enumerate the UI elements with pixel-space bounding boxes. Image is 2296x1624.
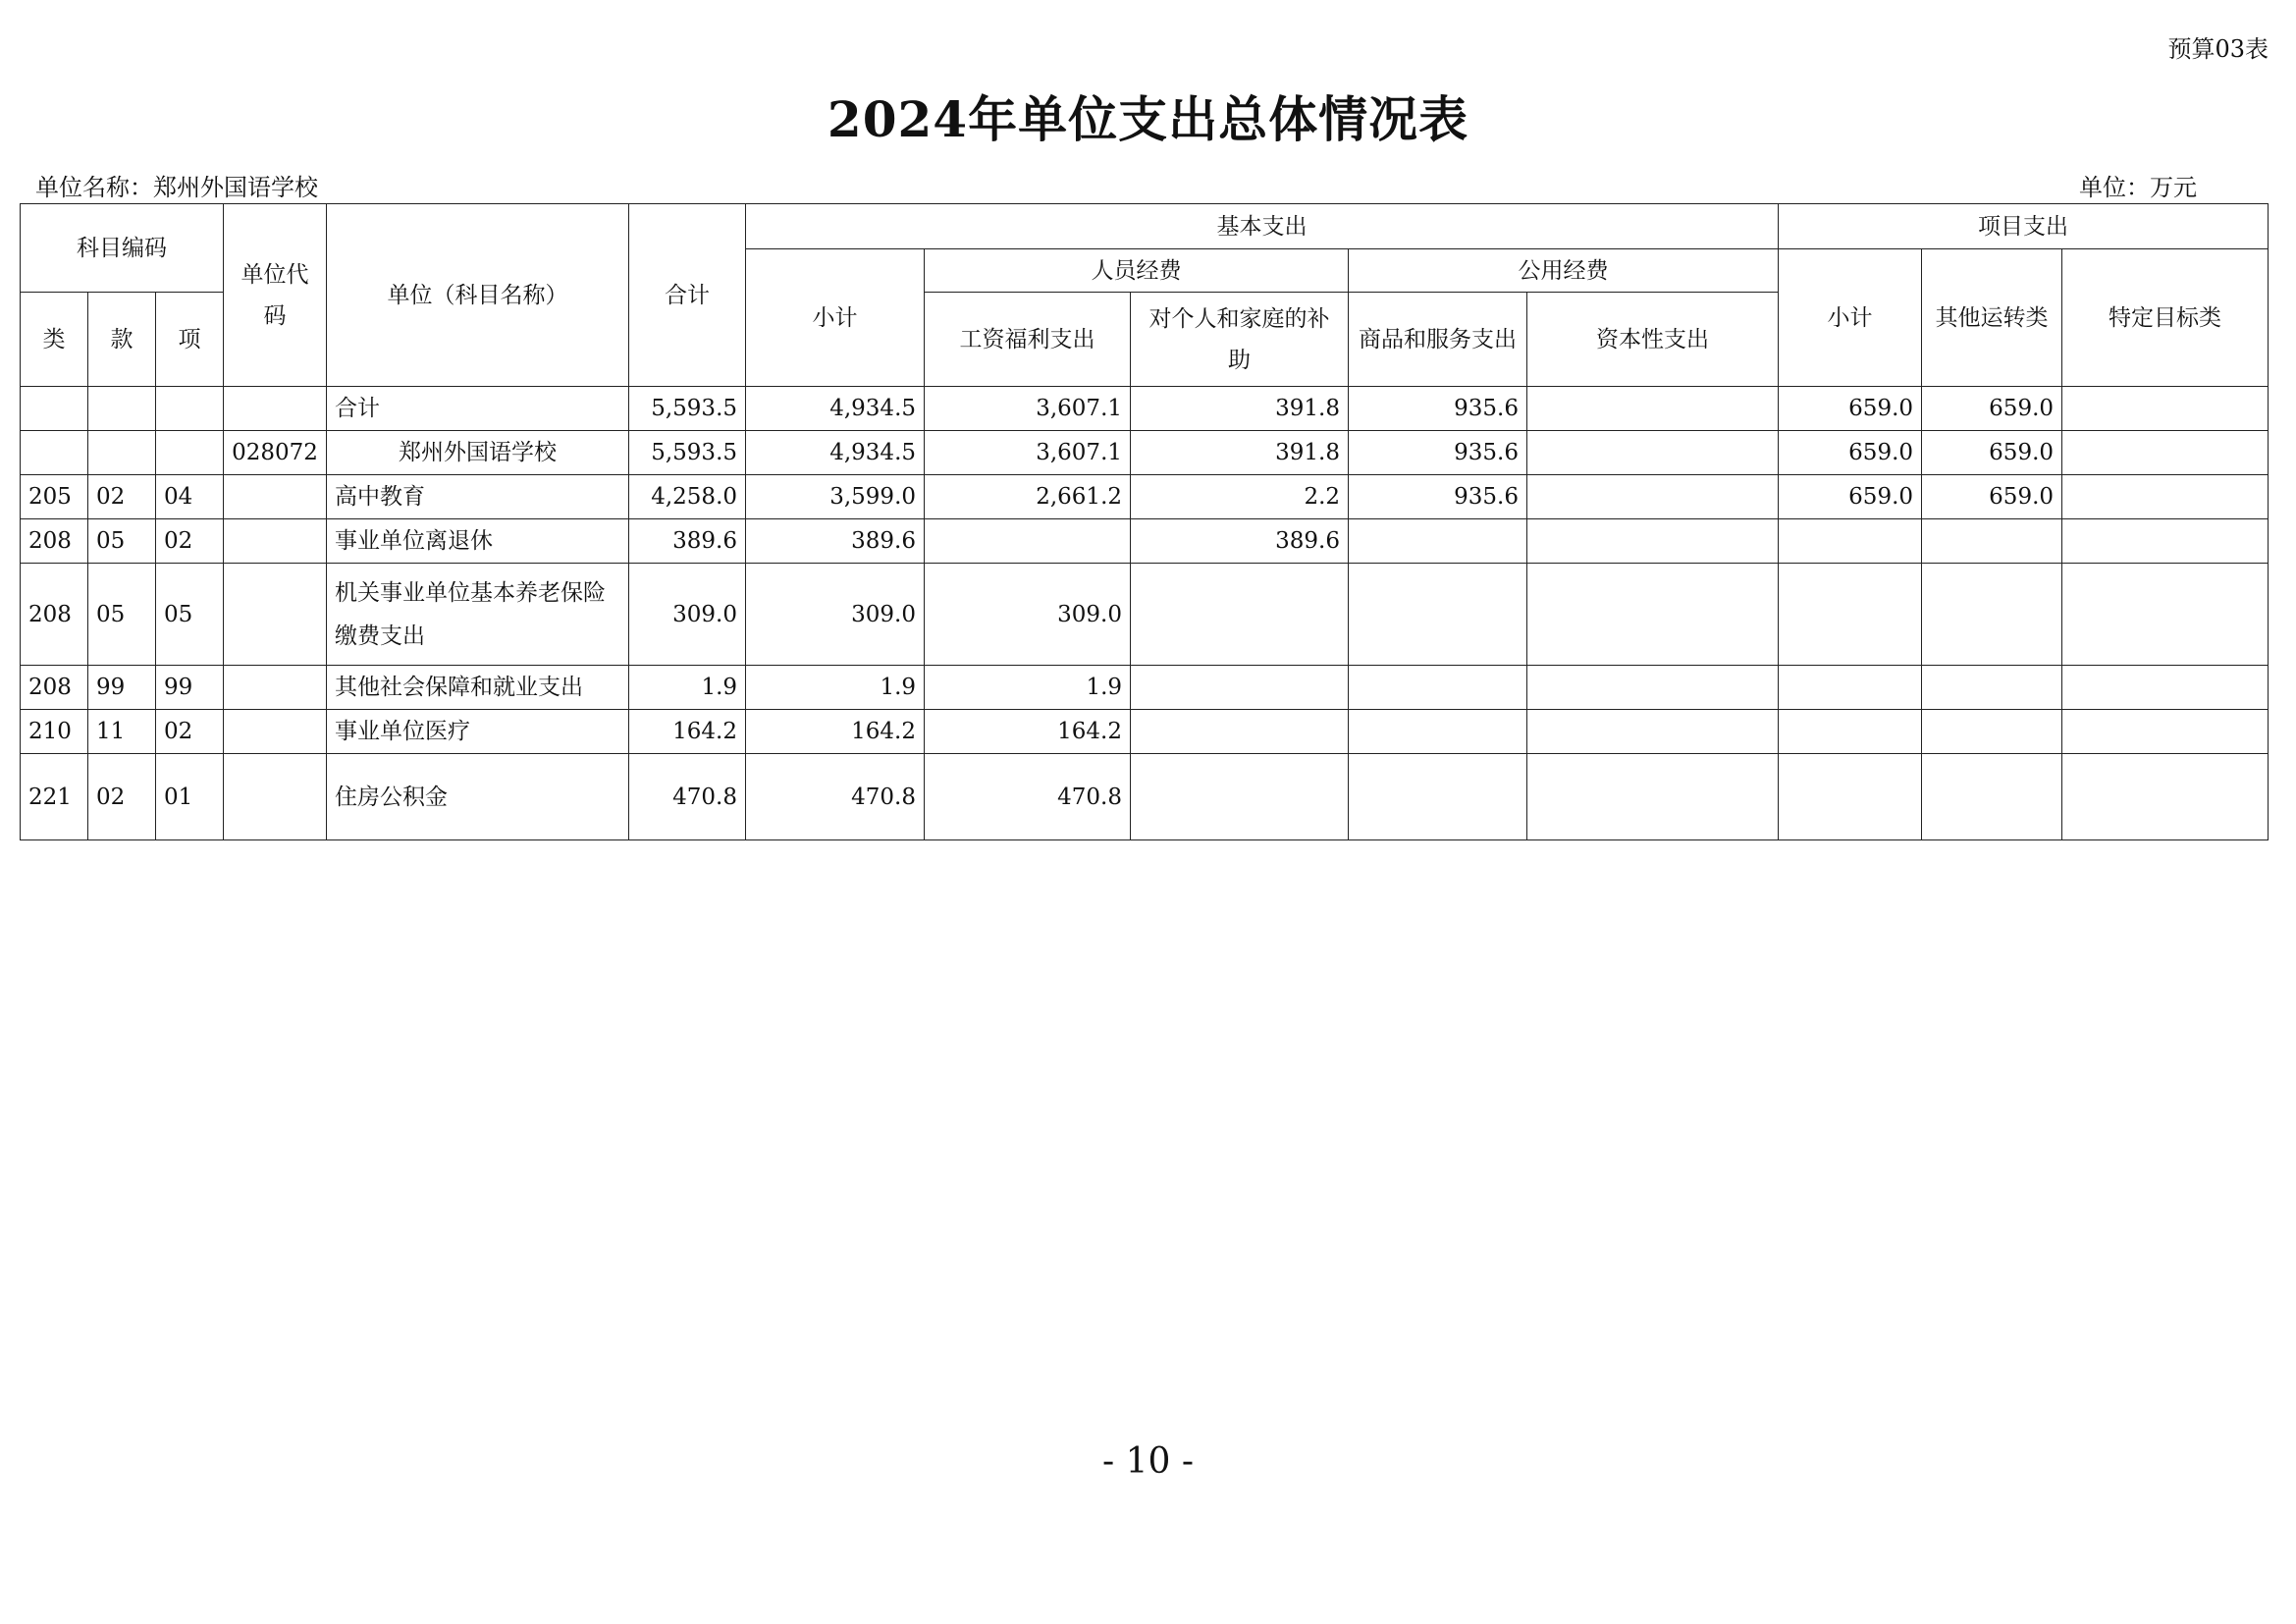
- cell-unit-code: [224, 754, 327, 840]
- cell-subsidies: 389.6: [1131, 519, 1349, 564]
- header-wages: 工资福利支出: [925, 293, 1131, 387]
- cell-specific-target: [2062, 475, 2269, 519]
- cell-project-subtotal: [1779, 666, 1922, 710]
- cell-kuan: 05: [88, 564, 156, 666]
- cell-unit-code: [224, 519, 327, 564]
- cell-other-operating: [1922, 666, 2062, 710]
- cell-xiang: 05: [156, 564, 224, 666]
- cell-project-subtotal: [1779, 564, 1922, 666]
- header-lei: 类: [21, 293, 88, 387]
- cell-basic-subtotal: 470.8: [746, 754, 925, 840]
- cell-kuan: 02: [88, 754, 156, 840]
- cell-total: 5,593.5: [629, 431, 746, 475]
- header-project-subtotal: 小计: [1779, 249, 1922, 387]
- cell-name: 郑州外国语学校: [327, 431, 629, 475]
- cell-wages: 3,607.1: [925, 387, 1131, 431]
- header-xiang: 项: [156, 293, 224, 387]
- cell-specific-target: [2062, 387, 2269, 431]
- cell-kuan: [88, 387, 156, 431]
- cell-subsidies: [1131, 710, 1349, 754]
- cell-project-subtotal: [1779, 710, 1922, 754]
- cell-xiang: 99: [156, 666, 224, 710]
- cell-basic-subtotal: 309.0: [746, 564, 925, 666]
- cell-other-operating: 659.0: [1922, 431, 2062, 475]
- cell-subsidies: 391.8: [1131, 387, 1349, 431]
- header-unit-subject-name: 单位（科目名称）: [327, 204, 629, 387]
- cell-xiang: 04: [156, 475, 224, 519]
- table-row: [21, 475, 2269, 519]
- cell-goods-services: 935.6: [1349, 475, 1527, 519]
- cell-unit-code: [224, 564, 327, 666]
- cell-goods-services: 935.6: [1349, 387, 1527, 431]
- cell-total: 470.8: [629, 754, 746, 840]
- page-number: - 10 -: [1101, 1441, 1195, 1482]
- header-specific-target: 特定目标类: [2062, 249, 2269, 387]
- cell-goods-services: [1349, 666, 1527, 710]
- cell-goods-services: 935.6: [1349, 431, 1527, 475]
- cell-basic-subtotal: 4,934.5: [746, 387, 925, 431]
- cell-specific-target: [2062, 710, 2269, 754]
- cell-wages: 3,607.1: [925, 431, 1131, 475]
- header-project-expenditure: 项目支出: [1779, 204, 2269, 249]
- cell-xiang: [156, 387, 224, 431]
- cell-other-operating: [1922, 564, 2062, 666]
- cell-lei: 221: [21, 754, 88, 840]
- cell-subsidies: [1131, 754, 1349, 840]
- cell-basic-subtotal: 389.6: [746, 519, 925, 564]
- cell-unit-code: [224, 710, 327, 754]
- table-row-unit: [21, 431, 2269, 475]
- table-row: [21, 754, 2269, 840]
- page-title: 2024年单位支出总体情况表: [827, 90, 1469, 148]
- cell-xiang: 01: [156, 754, 224, 840]
- header-basic-subtotal: 小计: [746, 249, 925, 387]
- cell-unit-code: [224, 666, 327, 710]
- cell-subsidies: [1131, 666, 1349, 710]
- cell-other-operating: [1922, 754, 2062, 840]
- cell-total: 389.6: [629, 519, 746, 564]
- cell-total: 1.9: [629, 666, 746, 710]
- table-row: [21, 710, 2269, 754]
- cell-lei: 208: [21, 666, 88, 710]
- cell-project-subtotal: [1779, 519, 1922, 564]
- cell-subsidies: 2.2: [1131, 475, 1349, 519]
- cell-specific-target: [2062, 519, 2269, 564]
- cell-kuan: 11: [88, 710, 156, 754]
- cell-name: 事业单位医疗: [327, 710, 629, 754]
- cell-wages: 164.2: [925, 710, 1131, 754]
- cell-kuan: 02: [88, 475, 156, 519]
- cell-name: 机关事业单位基本养老保险缴费支出: [327, 564, 629, 666]
- cell-other-operating: 659.0: [1922, 475, 2062, 519]
- cell-unit-code: [224, 387, 327, 431]
- cell-name: 合计: [327, 387, 629, 431]
- cell-wages: 470.8: [925, 754, 1131, 840]
- cell-basic-subtotal: 3,599.0: [746, 475, 925, 519]
- cell-lei: 208: [21, 564, 88, 666]
- cell-specific-target: [2062, 431, 2269, 475]
- cell-capital: [1527, 666, 1779, 710]
- cell-lei: [21, 387, 88, 431]
- cell-project-subtotal: 659.0: [1779, 475, 1922, 519]
- cell-project-subtotal: 659.0: [1779, 387, 1922, 431]
- cell-lei: [21, 431, 88, 475]
- cell-capital: [1527, 710, 1779, 754]
- cell-unit-code: [224, 475, 327, 519]
- cell-name: 住房公积金: [327, 754, 629, 840]
- cell-name: 其他社会保障和就业支出: [327, 666, 629, 710]
- cell-total: 164.2: [629, 710, 746, 754]
- cell-goods-services: [1349, 564, 1527, 666]
- cell-goods-services: [1349, 754, 1527, 840]
- header-capital: 资本性支出: [1527, 293, 1779, 387]
- header-goods-services: 商品和服务支出: [1349, 293, 1527, 387]
- cell-wages: 2,661.2: [925, 475, 1131, 519]
- header-personnel-funds: 人员经费: [925, 249, 1349, 293]
- cell-wages: 309.0: [925, 564, 1131, 666]
- header-public-funds: 公用经费: [1349, 249, 1779, 293]
- header-subject-code: 科目编码: [21, 204, 224, 293]
- cell-specific-target: [2062, 666, 2269, 710]
- cell-lei: 205: [21, 475, 88, 519]
- cell-capital: [1527, 564, 1779, 666]
- cell-specific-target: [2062, 754, 2269, 840]
- cell-subsidies: 391.8: [1131, 431, 1349, 475]
- cell-total: 5,593.5: [629, 387, 746, 431]
- cell-capital: [1527, 431, 1779, 475]
- cell-goods-services: [1349, 519, 1527, 564]
- cell-specific-target: [2062, 564, 2269, 666]
- cell-xiang: 02: [156, 519, 224, 564]
- cell-goods-services: [1349, 710, 1527, 754]
- cell-project-subtotal: 659.0: [1779, 431, 1922, 475]
- cell-other-operating: [1922, 710, 2062, 754]
- cell-kuan: 05: [88, 519, 156, 564]
- table-row-total: [21, 387, 2269, 431]
- cell-xiang: 02: [156, 710, 224, 754]
- form-number: 预算03表: [2167, 35, 2269, 63]
- cell-wages: 1.9: [925, 666, 1131, 710]
- expenditure-table: [20, 203, 2269, 840]
- cell-lei: 208: [21, 519, 88, 564]
- cell-basic-subtotal: 164.2: [746, 710, 925, 754]
- header-subsidies: 对个人和家庭的补助: [1131, 293, 1349, 387]
- table-row: [21, 666, 2269, 710]
- cell-xiang: [156, 431, 224, 475]
- cell-kuan: [88, 431, 156, 475]
- table-row: [21, 564, 2269, 666]
- header-kuan: 款: [88, 293, 156, 387]
- header-unit-code: 单位代码: [224, 204, 327, 387]
- cell-other-operating: [1922, 519, 2062, 564]
- cell-capital: [1527, 754, 1779, 840]
- cell-name: 事业单位离退休: [327, 519, 629, 564]
- cell-wages: [925, 519, 1131, 564]
- header-other-operating: 其他运转类: [1922, 249, 2062, 387]
- cell-lei: 210: [21, 710, 88, 754]
- cell-capital: [1527, 387, 1779, 431]
- cell-kuan: 99: [88, 666, 156, 710]
- cell-subsidies: [1131, 564, 1349, 666]
- currency-unit-label: 单位：万元: [2079, 174, 2197, 201]
- unit-name-label: 单位名称：郑州外国语学校: [35, 174, 318, 201]
- cell-basic-subtotal: 1.9: [746, 666, 925, 710]
- table-row: [21, 519, 2269, 564]
- cell-capital: [1527, 475, 1779, 519]
- cell-capital: [1527, 519, 1779, 564]
- cell-total: 309.0: [629, 564, 746, 666]
- cell-unit-code: 028072: [224, 431, 327, 475]
- header-basic-expenditure: 基本支出: [746, 204, 1779, 249]
- cell-basic-subtotal: 4,934.5: [746, 431, 925, 475]
- header-total: 合计: [629, 204, 746, 387]
- cell-name: 高中教育: [327, 475, 629, 519]
- cell-project-subtotal: [1779, 754, 1922, 840]
- cell-other-operating: 659.0: [1922, 387, 2062, 431]
- cell-total: 4,258.0: [629, 475, 746, 519]
